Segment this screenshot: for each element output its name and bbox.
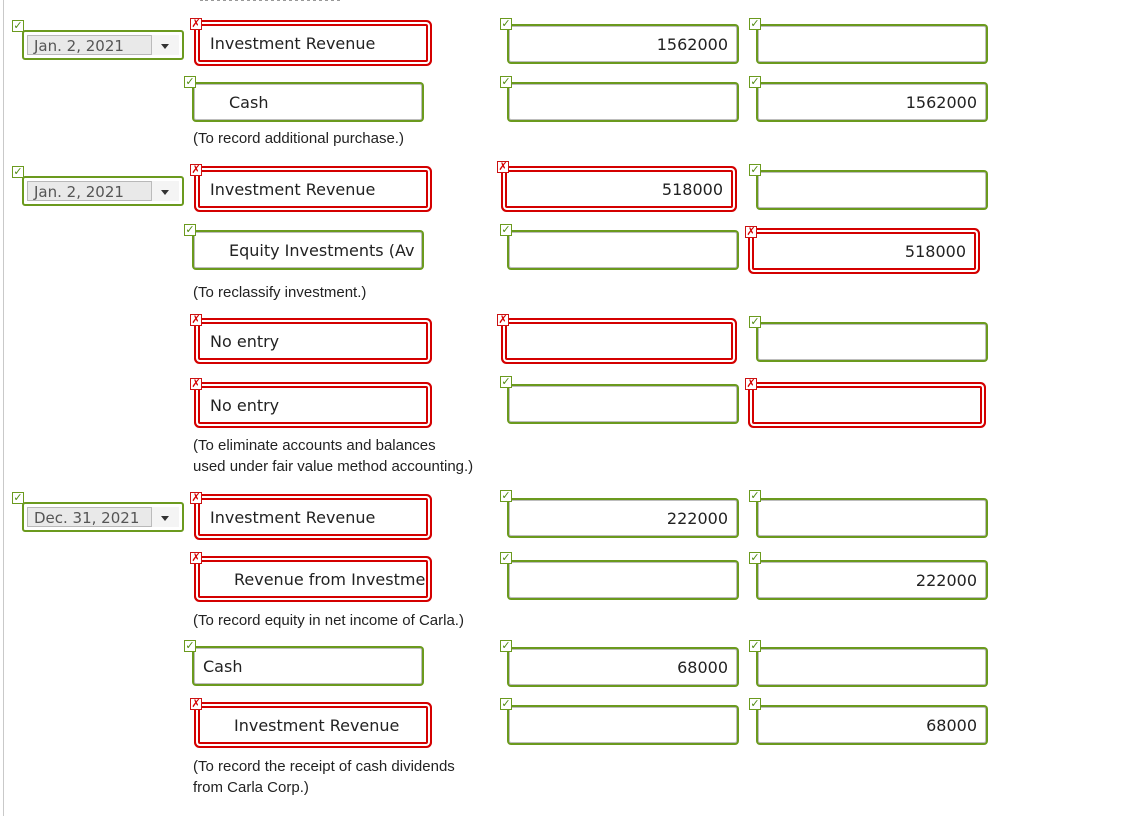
credit-field[interactable]	[758, 26, 986, 62]
cross-icon: ✗	[191, 313, 201, 326]
cross-icon: ✗	[498, 313, 508, 326]
credit-field[interactable]	[758, 324, 986, 360]
date-select-wrapper	[22, 176, 184, 206]
credit-value: 518000	[904, 242, 966, 261]
debit-value	[510, 233, 736, 267]
debit-field[interactable]	[509, 84, 737, 120]
account-value: Investment Revenue	[210, 34, 376, 53]
credit-value	[754, 388, 980, 422]
account-field[interactable]	[198, 24, 428, 62]
cross-icon: ✗	[191, 377, 201, 390]
date-select[interactable]: Jan. 2, 2021	[27, 35, 179, 55]
account-value: No entry	[210, 332, 280, 351]
check-icon: ✓	[750, 17, 760, 30]
clipped-previous-content	[200, 0, 360, 2]
debit-value: 518000	[661, 180, 723, 199]
check-icon: ✓	[501, 551, 511, 564]
chevron-down-icon[interactable]	[151, 507, 179, 527]
credit-value: 68000	[926, 716, 977, 735]
account-field[interactable]	[198, 322, 428, 360]
date-select[interactable]: Jan. 2, 2021	[27, 181, 179, 201]
debit-value: 222000	[666, 509, 728, 528]
entry-note-line: used under fair value method accounting.)	[193, 458, 474, 475]
debit-value: 68000	[677, 658, 728, 677]
check-icon: ✓	[13, 19, 23, 32]
entry-note: (To record equity in net income of Carla.)	[193, 612, 464, 629]
cross-icon: ✗	[191, 491, 201, 504]
credit-value	[759, 173, 985, 207]
account-field[interactable]	[198, 498, 428, 536]
cross-icon: ✗	[191, 551, 201, 564]
debit-value	[510, 708, 736, 742]
account-field[interactable]	[198, 386, 428, 424]
credit-field[interactable]	[758, 84, 986, 120]
check-icon: ✓	[750, 163, 760, 176]
debit-field[interactable]	[509, 232, 737, 268]
entry-note-line: (To record the receipt of cash dividends	[193, 758, 455, 775]
check-icon: ✓	[750, 551, 760, 564]
credit-value	[759, 501, 985, 535]
chevron-down-icon[interactable]	[151, 35, 179, 55]
check-icon: ✓	[13, 491, 23, 504]
entry-note: (To record additional purchase.)	[193, 130, 404, 147]
account-field[interactable]	[194, 648, 422, 684]
account-field[interactable]	[194, 232, 422, 268]
account-field[interactable]	[198, 560, 428, 598]
check-icon: ✓	[750, 697, 760, 710]
entry-note	[193, 435, 473, 477]
entry-note	[193, 756, 455, 798]
account-value: No entry	[210, 396, 280, 415]
account-value: Investment Revenue	[234, 716, 400, 735]
debit-value	[510, 563, 736, 597]
credit-field[interactable]	[758, 649, 986, 685]
check-icon: ✓	[185, 223, 195, 236]
cross-icon: ✗	[746, 377, 756, 390]
cross-icon: ✗	[191, 163, 201, 176]
credit-value: 222000	[915, 571, 977, 590]
account-field[interactable]	[198, 706, 428, 744]
account-field[interactable]	[194, 84, 422, 120]
account-value: Cash	[203, 657, 243, 676]
date-select-wrapper	[22, 30, 184, 60]
debit-field[interactable]	[509, 649, 737, 685]
check-icon: ✓	[501, 697, 511, 710]
debit-field[interactable]	[505, 170, 733, 208]
debit-value: 1562000	[656, 35, 728, 54]
credit-field[interactable]	[758, 172, 986, 208]
entry-note-line: (To eliminate accounts and balances	[193, 437, 436, 454]
check-icon: ✓	[185, 639, 195, 652]
check-icon: ✓	[501, 223, 511, 236]
account-value: Investment Revenue	[210, 180, 376, 199]
debit-field[interactable]	[509, 562, 737, 598]
cross-icon: ✗	[191, 697, 201, 710]
credit-value	[759, 650, 985, 684]
account-value: Revenue from Investme	[234, 570, 426, 589]
credit-field[interactable]	[758, 562, 986, 598]
debit-field[interactable]	[509, 500, 737, 536]
left-frame-border	[3, 0, 4, 816]
credit-field[interactable]	[758, 500, 986, 536]
cross-icon: ✗	[191, 17, 201, 30]
date-select[interactable]: Dec. 31, 2021	[27, 507, 179, 527]
check-icon: ✓	[750, 489, 760, 502]
entry-note: (To reclassify investment.)	[193, 284, 367, 301]
credit-field[interactable]	[752, 386, 982, 424]
account-value: Cash	[229, 93, 269, 112]
check-icon: ✓	[501, 17, 511, 30]
cross-icon: ✗	[746, 225, 756, 238]
credit-value: 1562000	[905, 93, 977, 112]
check-icon: ✓	[750, 639, 760, 652]
account-field[interactable]	[198, 170, 428, 208]
entry-note-line: from Carla Corp.)	[193, 779, 309, 796]
check-icon: ✓	[501, 639, 511, 652]
debit-value	[507, 324, 731, 358]
credit-value	[759, 27, 985, 61]
debit-value	[510, 85, 736, 119]
debit-field[interactable]	[505, 322, 733, 360]
credit-field[interactable]	[752, 232, 976, 270]
credit-field[interactable]	[758, 707, 986, 743]
chevron-down-icon[interactable]	[151, 181, 179, 201]
debit-field[interactable]	[509, 707, 737, 743]
debit-field[interactable]	[509, 386, 737, 422]
check-icon: ✓	[13, 165, 23, 178]
check-icon: ✓	[185, 75, 195, 88]
account-value: Investment Revenue	[210, 508, 376, 527]
check-icon: ✓	[501, 375, 511, 388]
check-icon: ✓	[501, 75, 511, 88]
debit-field[interactable]	[509, 26, 737, 62]
check-icon: ✓	[750, 315, 760, 328]
check-icon: ✓	[501, 489, 511, 502]
debit-value	[510, 387, 736, 421]
account-value: Equity Investments (Av	[229, 241, 415, 260]
date-select-wrapper	[22, 502, 184, 532]
credit-value	[759, 325, 985, 359]
cross-icon: ✗	[498, 160, 508, 173]
check-icon: ✓	[750, 75, 760, 88]
